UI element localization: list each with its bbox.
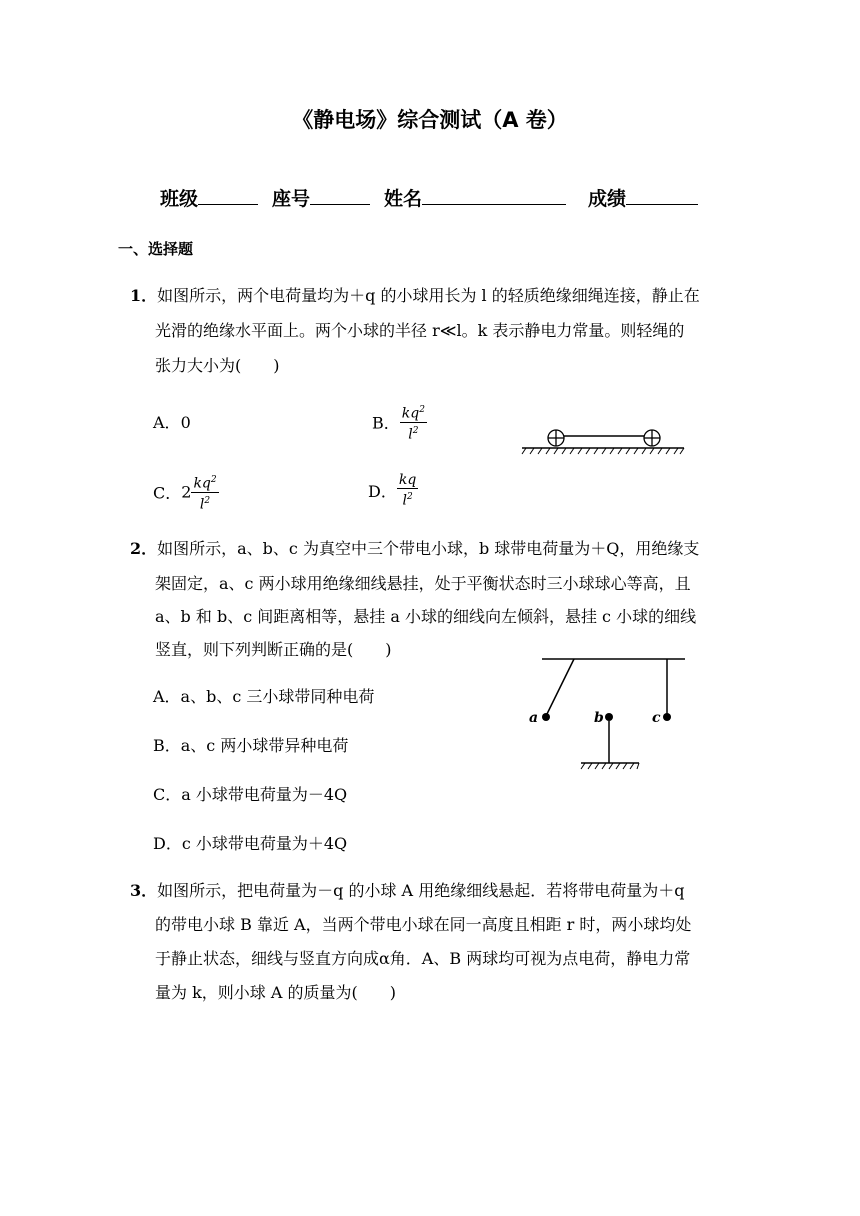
frac-numerator: kq (398, 472, 417, 488)
right-ball (644, 430, 660, 446)
q3-text-1: 如图所示，把电荷量为－q 的小球 A 用绝缘细线悬起．若将带电荷量为＋q (157, 881, 685, 900)
seat-label: 座号 (272, 188, 311, 210)
q1-option-a-label: A． (153, 413, 181, 432)
left-ball (548, 430, 564, 446)
q1-line2: 光滑的绝缘水平面上。两个小球的半径 r≪l。k 表示静电力常量。则轻绳的 (155, 321, 685, 340)
q2-option-b: B．a、c 两小球带异种电荷 (153, 736, 349, 755)
q2-figure (524, 650, 694, 772)
base-hatch (581, 763, 639, 769)
q1-option-c-coef: 2 (181, 482, 192, 502)
score-blank (626, 186, 698, 205)
frac-exponent: 2 (210, 475, 217, 485)
frac-denominator: l (199, 496, 205, 513)
thread-a (546, 659, 574, 716)
q1-option-d (368, 472, 418, 509)
ball-a (542, 713, 550, 721)
q1-figure (518, 425, 688, 457)
q1-line3: 张力大小为( ) (155, 356, 280, 375)
q2-line2: 架固定，a、c 两小球用绝缘细线悬挂，处于平衡状态时三小球球心等高，且 (155, 574, 691, 593)
q1-number: 1． (130, 286, 158, 305)
q1-option-a (153, 410, 191, 433)
q3-number: 3． (130, 881, 158, 900)
q1-option-c-fraction (191, 472, 218, 512)
q2-number: 2． (130, 539, 158, 558)
name-label: 姓名 (384, 188, 423, 210)
frac-exponent: 2 (406, 492, 413, 502)
q2-option-c: C．a 小球带电荷量为－4Q (153, 785, 348, 804)
q2-line3: a、b 和 b、c 间距离相等，悬挂 a 小球的细线向左倾斜，悬挂 c 小球的细线 (155, 607, 697, 626)
name-blank (422, 186, 566, 205)
frac-exponent: 2 (204, 495, 211, 506)
frac-numerator: kq (401, 405, 420, 422)
frac-numerator: kq (193, 475, 211, 492)
class-field (160, 184, 258, 211)
q1-option-a-value: 0 (180, 413, 191, 432)
q1-text-1: 如图所示，两个电荷量均为＋q 的小球用长为 l 的轻质绝缘细绳连接，静止在 (157, 286, 700, 305)
page-title: 《静电场》综合测试（A 卷） (292, 108, 568, 132)
q1-option-c-label: C． (153, 483, 182, 503)
q3-line3: 于静止状态，细线与竖直方向成α角．A、B 两球均可视为点电荷，静电力常 (155, 949, 691, 968)
score-field (588, 184, 698, 211)
frac-exponent: 2 (419, 405, 425, 415)
q2-option-d: D．c 小球带电荷量为＋4Q (153, 834, 348, 853)
seat-blank (310, 186, 370, 205)
class-label: 班级 (160, 188, 199, 210)
frac-exponent: 2 (412, 425, 419, 436)
q3-line4: 量为 k，则小球 A 的质量为( ) (155, 983, 396, 1002)
frac-denominator: l (408, 426, 413, 443)
q1-line1 (130, 284, 700, 308)
section-heading: 一、选择题 (118, 240, 194, 258)
class-blank (198, 186, 258, 205)
q2-line1 (130, 537, 699, 561)
frac-denominator: l (402, 492, 407, 509)
ground-hatch (522, 448, 684, 454)
q2-option-a: A．a、b、c 三小球带同种电荷 (153, 687, 375, 706)
q3-line1 (130, 879, 684, 903)
seat-field (272, 184, 370, 211)
label-c: c (652, 710, 661, 726)
label-b: b (594, 710, 604, 726)
label-a: a (529, 710, 539, 726)
name-field (384, 184, 566, 211)
q1-option-d-label: D． (368, 481, 397, 501)
ball-b (605, 713, 613, 721)
q1-option-b-label: B． (372, 413, 400, 433)
score-label: 成绩 (588, 188, 627, 210)
q1-option-c (153, 472, 219, 512)
q2-line4: 竖直，则下列判断正确的是( ) (155, 640, 392, 659)
q3-line2: 的带电小球 B 靠近 A，当两个带电小球在同一高度且相距 r 时，两小球均处 (155, 915, 692, 934)
q2-text-1: 如图所示，a、b、c 为真空中三个带电小球，b 球带电荷量为＋Q，用绝缘支 (157, 539, 700, 558)
q1-option-b-fraction (400, 402, 427, 442)
q1-option-d-fraction (397, 472, 418, 509)
q1-option-b (372, 402, 427, 442)
ball-c (663, 713, 671, 721)
